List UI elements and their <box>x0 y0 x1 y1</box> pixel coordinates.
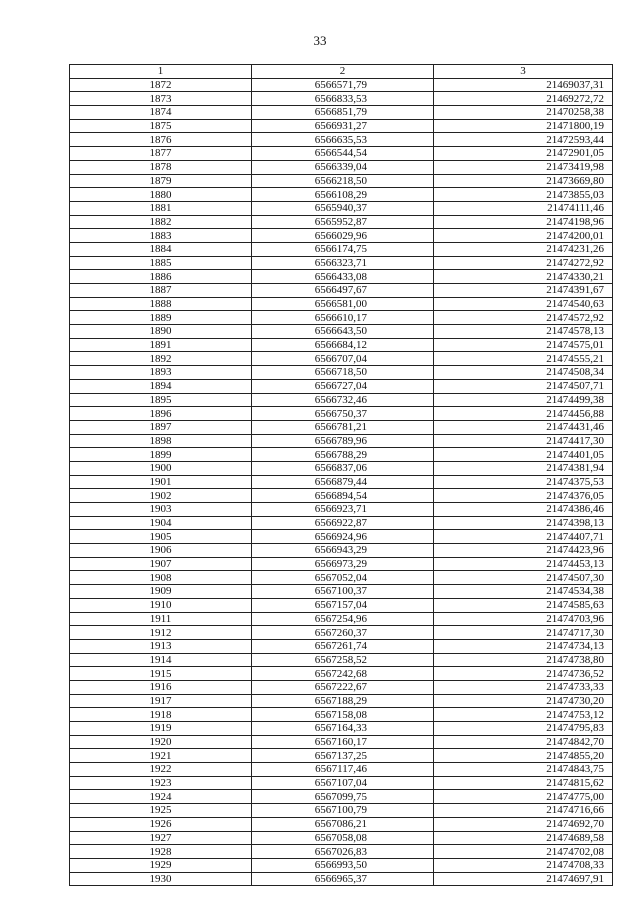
x-coordinate-cell: 6567099,75 <box>252 790 434 804</box>
x-coordinate-cell: 6566922,87 <box>252 516 434 530</box>
x-coordinate-cell: 6566581,00 <box>252 297 434 311</box>
table-row <box>70 612 613 626</box>
point-number-cell: 1872 <box>70 78 252 92</box>
table-row <box>70 475 613 489</box>
x-coordinate-cell: 6567258,52 <box>252 653 434 667</box>
x-coordinate-cell: 6567164,33 <box>252 722 434 736</box>
table-row <box>70 680 613 694</box>
point-number-cell: 1887 <box>70 284 252 298</box>
y-coordinate-cell: 21473855,03 <box>434 188 613 202</box>
point-number-cell: 1909 <box>70 585 252 599</box>
y-coordinate-cell: 21474738,80 <box>434 653 613 667</box>
x-coordinate-cell: 6567026,83 <box>252 845 434 859</box>
table-row <box>70 242 613 256</box>
x-coordinate-cell: 6566571,79 <box>252 78 434 92</box>
table-row <box>70 434 613 448</box>
x-coordinate-cell: 6566497,67 <box>252 284 434 298</box>
table-row <box>70 626 613 640</box>
y-coordinate-cell: 21474330,21 <box>434 270 613 284</box>
table-row <box>70 571 613 585</box>
table-body <box>70 78 613 886</box>
point-number-cell: 1898 <box>70 434 252 448</box>
table-row <box>70 749 613 763</box>
x-coordinate-cell: 6567222,67 <box>252 680 434 694</box>
x-coordinate-cell: 6567254,96 <box>252 612 434 626</box>
table-row <box>70 763 613 777</box>
x-coordinate-cell: 6567117,46 <box>252 763 434 777</box>
point-number-cell: 1929 <box>70 858 252 872</box>
table-row <box>70 530 613 544</box>
x-coordinate-cell: 6566339,04 <box>252 160 434 174</box>
y-coordinate-cell: 21474716,66 <box>434 804 613 818</box>
column-header-x: 2 <box>252 65 434 79</box>
point-number-cell: 1896 <box>70 407 252 421</box>
point-number-cell: 1910 <box>70 598 252 612</box>
table-row <box>70 106 613 120</box>
table-row <box>70 585 613 599</box>
x-coordinate-cell: 6565952,87 <box>252 215 434 229</box>
table-row <box>70 160 613 174</box>
table-row <box>70 297 613 311</box>
y-coordinate-cell: 21474111,46 <box>434 201 613 215</box>
y-coordinate-cell: 21474431,46 <box>434 420 613 434</box>
x-coordinate-cell: 6566924,96 <box>252 530 434 544</box>
table-row <box>70 215 613 229</box>
y-coordinate-cell: 21474398,13 <box>434 516 613 530</box>
point-number-cell: 1912 <box>70 626 252 640</box>
y-coordinate-cell: 21474736,52 <box>434 667 613 681</box>
y-coordinate-cell: 21474578,13 <box>434 325 613 339</box>
table-row <box>70 311 613 325</box>
table-row <box>70 790 613 804</box>
y-coordinate-cell: 21474200,01 <box>434 229 613 243</box>
table-row <box>70 338 613 352</box>
y-coordinate-cell: 21474407,71 <box>434 530 613 544</box>
point-number-cell: 1902 <box>70 489 252 503</box>
y-coordinate-cell: 21471800,19 <box>434 119 613 133</box>
point-number-cell: 1875 <box>70 119 252 133</box>
table-row <box>70 201 613 215</box>
x-coordinate-cell: 6566707,04 <box>252 352 434 366</box>
table-row <box>70 831 613 845</box>
x-coordinate-cell: 6567058,08 <box>252 831 434 845</box>
point-number-cell: 1894 <box>70 379 252 393</box>
table-row <box>70 256 613 270</box>
x-coordinate-cell: 6567100,79 <box>252 804 434 818</box>
table-row <box>70 420 613 434</box>
y-coordinate-cell: 21474795,83 <box>434 722 613 736</box>
y-coordinate-cell: 21469272,72 <box>434 92 613 106</box>
x-coordinate-cell: 6566923,71 <box>252 503 434 517</box>
y-coordinate-cell: 21474391,67 <box>434 284 613 298</box>
point-number-cell: 1876 <box>70 133 252 147</box>
x-coordinate-cell: 6567160,17 <box>252 735 434 749</box>
point-number-cell: 1925 <box>70 804 252 818</box>
y-coordinate-cell: 21474499,38 <box>434 393 613 407</box>
table-row <box>70 557 613 571</box>
y-coordinate-cell: 21474730,20 <box>434 694 613 708</box>
y-coordinate-cell: 21474733,33 <box>434 680 613 694</box>
x-coordinate-cell: 6566727,04 <box>252 379 434 393</box>
x-coordinate-cell: 6566837,06 <box>252 461 434 475</box>
point-number-cell: 1930 <box>70 872 252 886</box>
table-row <box>70 694 613 708</box>
x-coordinate-cell: 6566973,29 <box>252 557 434 571</box>
x-coordinate-cell: 6566788,29 <box>252 448 434 462</box>
x-coordinate-cell: 6566879,44 <box>252 475 434 489</box>
y-coordinate-cell: 21469037,31 <box>434 78 613 92</box>
point-number-cell: 1881 <box>70 201 252 215</box>
x-coordinate-cell: 6566029,96 <box>252 229 434 243</box>
x-coordinate-cell: 6567260,37 <box>252 626 434 640</box>
x-coordinate-cell: 6566544,54 <box>252 147 434 161</box>
point-number-cell: 1899 <box>70 448 252 462</box>
point-number-cell: 1921 <box>70 749 252 763</box>
table-row <box>70 366 613 380</box>
x-coordinate-cell: 6566610,17 <box>252 311 434 325</box>
x-coordinate-cell: 6566218,50 <box>252 174 434 188</box>
x-coordinate-cell: 6566833,53 <box>252 92 434 106</box>
x-coordinate-cell: 6566781,21 <box>252 420 434 434</box>
table-row <box>70 872 613 886</box>
point-number-cell: 1914 <box>70 653 252 667</box>
y-coordinate-cell: 21474815,62 <box>434 776 613 790</box>
point-number-cell: 1888 <box>70 297 252 311</box>
point-number-cell: 1904 <box>70 516 252 530</box>
table-row <box>70 352 613 366</box>
x-coordinate-cell: 6566108,29 <box>252 188 434 202</box>
table-row <box>70 544 613 558</box>
x-coordinate-cell: 6567052,04 <box>252 571 434 585</box>
x-coordinate-cell: 6566635,53 <box>252 133 434 147</box>
y-coordinate-cell: 21474375,53 <box>434 475 613 489</box>
point-number-cell: 1919 <box>70 722 252 736</box>
y-coordinate-cell: 21474534,38 <box>434 585 613 599</box>
table-row <box>70 147 613 161</box>
x-coordinate-cell: 6567261,74 <box>252 639 434 653</box>
table-row <box>70 174 613 188</box>
table-row <box>70 503 613 517</box>
x-coordinate-cell: 6567107,04 <box>252 776 434 790</box>
table-row <box>70 78 613 92</box>
table-row <box>70 379 613 393</box>
y-coordinate-cell: 21474708,33 <box>434 858 613 872</box>
point-number-cell: 1882 <box>70 215 252 229</box>
table-row <box>70 735 613 749</box>
point-number-cell: 1901 <box>70 475 252 489</box>
y-coordinate-cell: 21474842,70 <box>434 735 613 749</box>
point-number-cell: 1892 <box>70 352 252 366</box>
point-number-cell: 1923 <box>70 776 252 790</box>
point-number-cell: 1907 <box>70 557 252 571</box>
y-coordinate-cell: 21474381,94 <box>434 461 613 475</box>
page-number: 33 <box>313 33 327 48</box>
y-coordinate-cell: 21474572,92 <box>434 311 613 325</box>
table-row <box>70 270 613 284</box>
point-number-cell: 1891 <box>70 338 252 352</box>
column-header-point-number: 1 <box>70 65 252 79</box>
table-row <box>70 598 613 612</box>
x-coordinate-cell: 6567086,21 <box>252 817 434 831</box>
point-number-cell: 1916 <box>70 680 252 694</box>
table-row <box>70 516 613 530</box>
x-coordinate-cell: 6566851,79 <box>252 106 434 120</box>
x-coordinate-cell: 6566323,71 <box>252 256 434 270</box>
point-number-cell: 1895 <box>70 393 252 407</box>
point-number-cell: 1893 <box>70 366 252 380</box>
x-coordinate-cell: 6566684,12 <box>252 338 434 352</box>
table-row <box>70 119 613 133</box>
point-number-cell: 1886 <box>70 270 252 284</box>
table-row <box>70 845 613 859</box>
y-coordinate-cell: 21474453,13 <box>434 557 613 571</box>
x-coordinate-cell: 6566750,37 <box>252 407 434 421</box>
y-coordinate-cell: 21474386,46 <box>434 503 613 517</box>
point-number-cell: 1897 <box>70 420 252 434</box>
coordinates-table <box>69 64 613 886</box>
y-coordinate-cell: 21470258,38 <box>434 106 613 120</box>
x-coordinate-cell: 6567158,08 <box>252 708 434 722</box>
point-number-cell: 1908 <box>70 571 252 585</box>
point-number-cell: 1928 <box>70 845 252 859</box>
point-number-cell: 1890 <box>70 325 252 339</box>
y-coordinate-cell: 21474585,63 <box>434 598 613 612</box>
table-row <box>70 448 613 462</box>
x-coordinate-cell: 6566894,54 <box>252 489 434 503</box>
point-number-cell: 1915 <box>70 667 252 681</box>
y-coordinate-cell: 21474507,30 <box>434 571 613 585</box>
point-number-cell: 1905 <box>70 530 252 544</box>
y-coordinate-cell: 21474272,92 <box>434 256 613 270</box>
column-header-y: 3 <box>434 65 613 79</box>
table-row <box>70 708 613 722</box>
table-row <box>70 776 613 790</box>
x-coordinate-cell: 6565940,37 <box>252 201 434 215</box>
y-coordinate-cell: 21472593,44 <box>434 133 613 147</box>
y-coordinate-cell: 21474753,12 <box>434 708 613 722</box>
table-row <box>70 722 613 736</box>
table-row <box>70 229 613 243</box>
table-row <box>70 393 613 407</box>
x-coordinate-cell: 6566732,46 <box>252 393 434 407</box>
point-number-cell: 1874 <box>70 106 252 120</box>
table-row <box>70 667 613 681</box>
y-coordinate-cell: 21474843,75 <box>434 763 613 777</box>
x-coordinate-cell: 6566433,08 <box>252 270 434 284</box>
y-coordinate-cell: 21474198,96 <box>434 215 613 229</box>
x-coordinate-cell: 6567242,68 <box>252 667 434 681</box>
point-number-cell: 1922 <box>70 763 252 777</box>
x-coordinate-cell: 6566993,50 <box>252 858 434 872</box>
table-row <box>70 858 613 872</box>
y-coordinate-cell: 21474540,63 <box>434 297 613 311</box>
x-coordinate-cell: 6567100,37 <box>252 585 434 599</box>
table-row <box>70 407 613 421</box>
y-coordinate-cell: 21474717,30 <box>434 626 613 640</box>
x-coordinate-cell: 6566718,50 <box>252 366 434 380</box>
point-number-cell: 1918 <box>70 708 252 722</box>
y-coordinate-cell: 21474508,34 <box>434 366 613 380</box>
y-coordinate-cell: 21474697,91 <box>434 872 613 886</box>
y-coordinate-cell: 21474692,70 <box>434 817 613 831</box>
x-coordinate-cell: 6566931,27 <box>252 119 434 133</box>
table-row <box>70 489 613 503</box>
point-number-cell: 1884 <box>70 242 252 256</box>
y-coordinate-cell: 21474775,00 <box>434 790 613 804</box>
y-coordinate-cell: 21474703,96 <box>434 612 613 626</box>
table-header-row <box>70 65 613 79</box>
point-number-cell: 1920 <box>70 735 252 749</box>
table-row <box>70 804 613 818</box>
point-number-cell: 1903 <box>70 503 252 517</box>
y-coordinate-cell: 21474689,58 <box>434 831 613 845</box>
y-coordinate-cell: 21473669,80 <box>434 174 613 188</box>
y-coordinate-cell: 21474555,21 <box>434 352 613 366</box>
point-number-cell: 1878 <box>70 160 252 174</box>
table-row <box>70 639 613 653</box>
table-row <box>70 817 613 831</box>
point-number-cell: 1911 <box>70 612 252 626</box>
y-coordinate-cell: 21474231,26 <box>434 242 613 256</box>
x-coordinate-cell: 6566643,50 <box>252 325 434 339</box>
x-coordinate-cell: 6566789,96 <box>252 434 434 448</box>
point-number-cell: 1889 <box>70 311 252 325</box>
table-row <box>70 653 613 667</box>
table-row <box>70 133 613 147</box>
y-coordinate-cell: 21474456,88 <box>434 407 613 421</box>
x-coordinate-cell: 6567137,25 <box>252 749 434 763</box>
table-row <box>70 325 613 339</box>
x-coordinate-cell: 6566943,29 <box>252 544 434 558</box>
x-coordinate-cell: 6567157,04 <box>252 598 434 612</box>
table-row <box>70 461 613 475</box>
point-number-cell: 1880 <box>70 188 252 202</box>
point-number-cell: 1906 <box>70 544 252 558</box>
y-coordinate-cell: 21474734,13 <box>434 639 613 653</box>
point-number-cell: 1913 <box>70 639 252 653</box>
point-number-cell: 1877 <box>70 147 252 161</box>
point-number-cell: 1927 <box>70 831 252 845</box>
x-coordinate-cell: 6566965,37 <box>252 872 434 886</box>
y-coordinate-cell: 21474376,05 <box>434 489 613 503</box>
y-coordinate-cell: 21474575,01 <box>434 338 613 352</box>
point-number-cell: 1883 <box>70 229 252 243</box>
point-number-cell: 1924 <box>70 790 252 804</box>
point-number-cell: 1900 <box>70 461 252 475</box>
x-coordinate-cell: 6566174,75 <box>252 242 434 256</box>
y-coordinate-cell: 21474507,71 <box>434 379 613 393</box>
y-coordinate-cell: 21474702,08 <box>434 845 613 859</box>
table-row <box>70 188 613 202</box>
table-row <box>70 284 613 298</box>
y-coordinate-cell: 21474401,05 <box>434 448 613 462</box>
point-number-cell: 1879 <box>70 174 252 188</box>
x-coordinate-cell: 6567188,29 <box>252 694 434 708</box>
y-coordinate-cell: 21473419,98 <box>434 160 613 174</box>
table-row <box>70 92 613 106</box>
y-coordinate-cell: 21474855,20 <box>434 749 613 763</box>
y-coordinate-cell: 21472901,05 <box>434 147 613 161</box>
point-number-cell: 1917 <box>70 694 252 708</box>
y-coordinate-cell: 21474423,96 <box>434 544 613 558</box>
point-number-cell: 1873 <box>70 92 252 106</box>
point-number-cell: 1885 <box>70 256 252 270</box>
y-coordinate-cell: 21474417,30 <box>434 434 613 448</box>
point-number-cell: 1926 <box>70 817 252 831</box>
